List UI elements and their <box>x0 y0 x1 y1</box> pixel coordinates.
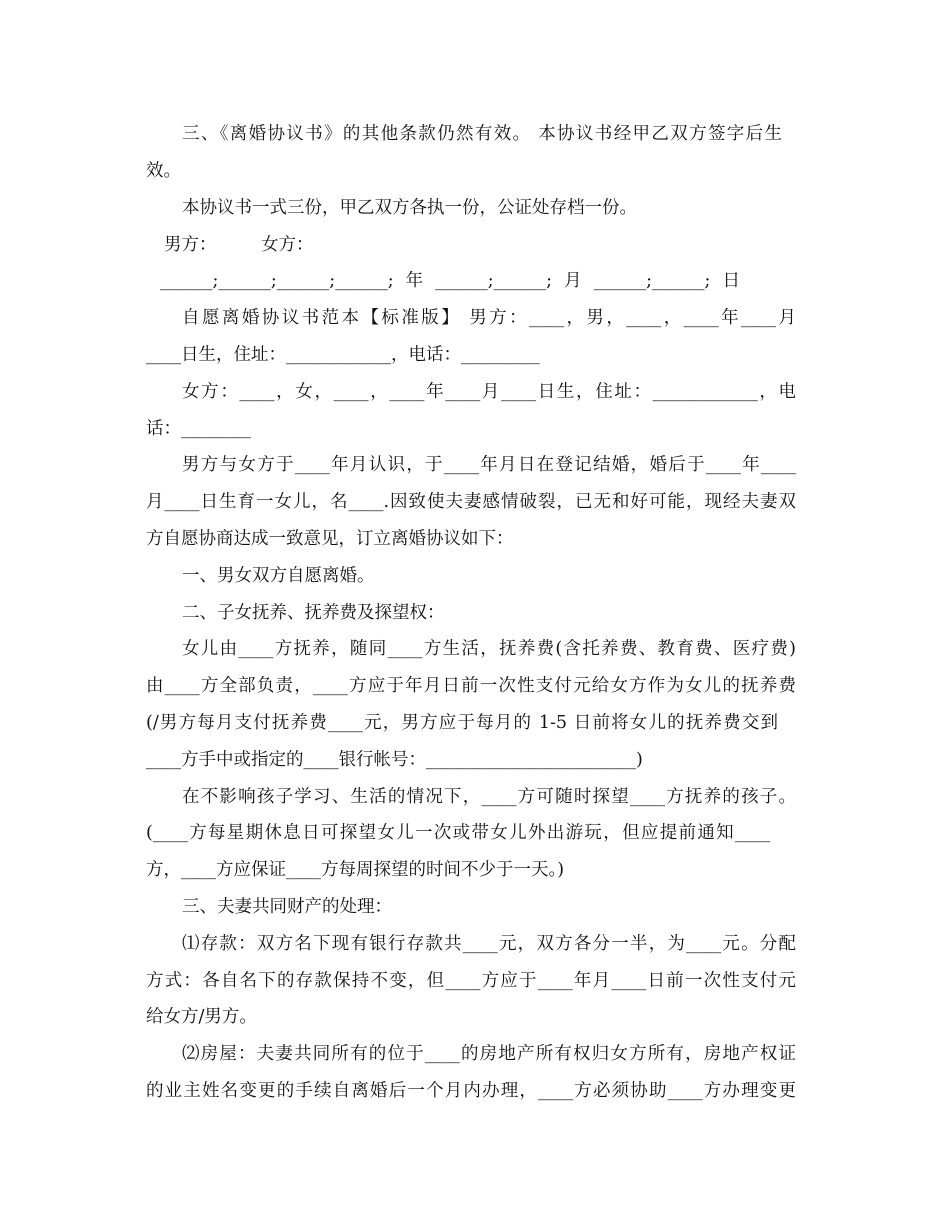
para-line: 三、夫妻共同财产的处理： <box>182 897 392 917</box>
para-line: 效。 <box>146 161 181 181</box>
para-line: ____日生，住址：____________，电话：_________ <box>146 345 540 365</box>
para-line: 方，____方应保证____方每周探望的时间不少于一天。) <box>146 860 565 880</box>
para-line: 本协议书一式三份，甲乙双方各执一份，公证处存档一份。 <box>182 198 637 218</box>
para-line: ⑵房屋：夫妻共同所有的位于____的房地产所有权归女方所有，房地产权证 <box>182 1044 796 1064</box>
signature-labels: 男方： 女方： <box>164 235 314 255</box>
para-line: 方自愿协商达成一致意见，订立离婚协议如下： <box>146 529 514 549</box>
para-line: 自愿离婚协议书范本【标准版】 男方：____，男，____，____年____月 <box>182 308 796 328</box>
para-line: 二、子女抚养、抚养费及探望权： <box>182 603 445 623</box>
para-line: 女儿由____方抚养，随同____方生活，抚养费(含托养费、教育费、医疗费) <box>182 639 796 659</box>
para-line: 由____方全部负责，____方应于年月日前一次性支付元给女方作为女儿的抚养费 <box>146 676 796 696</box>
para-line: 方式：各自名下的存款保持不变，但____方应于____年月____日前一次性支付元 <box>146 971 796 991</box>
para-line: 男方与女方于____年月认识，于____年月日在登记结婚，婚后于____年____ <box>182 455 796 475</box>
para-line: 一、男女双方自愿离婚。 <box>182 566 375 586</box>
para-line: ⑴存款：双方名下现有银行存款共____元，双方各分一半，为____元。分配 <box>182 934 796 954</box>
para-line: 月____日生育一女儿，名____.因致使夫妻感情破裂，已无和好可能，现经夫妻双 <box>146 492 796 512</box>
para-line: 话：________ <box>146 419 251 439</box>
para-line: (____方每星期休息日可探望女儿一次或带女儿外出游玩，但应提前通知____ <box>146 823 770 843</box>
para-line: (/男方每月支付抚养费____元，男方应于每月的 1-5 日前将女儿的抚养费交到 <box>146 713 778 733</box>
para-line: 三、《离婚协议书》的其他条款仍然有效。 本协议书经甲乙双方签字后生 <box>182 124 782 144</box>
para-line: 给女方/男方。 <box>146 1007 257 1027</box>
para-line: ____方手中或指定的____银行帐号：________________________) <box>146 750 643 770</box>
para-line: 的业主姓名变更的手续自离婚后一个月内办理，____方必须协助____方办理变更 <box>146 1081 796 1101</box>
para-line: 在不影响孩子学习、生活的情况下，____方可随时探望____方抚养的孩子。 <box>182 787 796 807</box>
date-blanks-line: ______;______;______;______;年______;______;月______;______;日 <box>160 271 740 291</box>
para-line: 女方：____，女，____，____年____月____日生，住址：____________，电 <box>182 382 796 402</box>
